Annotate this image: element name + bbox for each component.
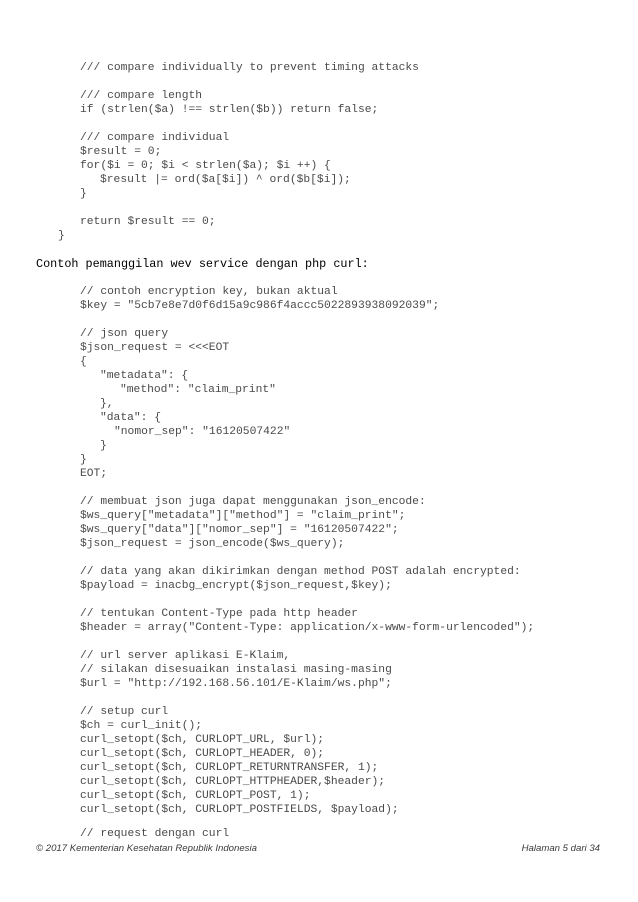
code-line: $json_request = json_encode($ws_query); [80, 538, 345, 550]
code-line: "method": "claim_print" [120, 384, 276, 396]
code-line: curl_setopt($ch, CURLOPT_URL, $url); [80, 734, 325, 746]
code-line: $ws_query["metadata"]["method"] = "claim_print"; [80, 510, 406, 522]
code-line: // json query [80, 328, 169, 340]
code-line: // setup curl [80, 706, 169, 718]
code-line: } [58, 230, 65, 242]
code-line: $header = array("Content-Type: application/x-www-form-urlencoded"); [80, 622, 535, 634]
code-line: for($i = 0; $i < strlen($a); $i ++) { [80, 160, 331, 172]
code-line: curl_setopt($ch, CURLOPT_POST, 1); [80, 790, 311, 802]
code-line: return $result == 0; [80, 216, 216, 228]
code-line: // silakan disesuaikan instalasi masing-masing [80, 664, 392, 676]
code-line: // data yang akan dikirimkan dengan method POST adalah encrypted: [80, 566, 521, 578]
code-line: curl_setopt($ch, CURLOPT_HEADER, 0); [80, 748, 325, 760]
code-line: $json_request = <<<EOT [80, 342, 230, 354]
code-line: // request dengan curl [80, 828, 230, 840]
footer-page-number: Halaman 5 dari 34 [521, 843, 600, 854]
code-line: $result |= ord($a[$i]) ^ ord($b[$i]); [100, 174, 351, 186]
code-line: } [100, 440, 107, 452]
code-line: /// compare individually to prevent timing attacks [80, 62, 419, 74]
code-line: if (strlen($a) !== strlen($b)) return false; [80, 104, 379, 116]
code-line: /// compare length [80, 90, 203, 102]
code-line: $payload = inacbg_encrypt($json_request,$key); [80, 580, 392, 592]
footer-copyright: © 2017 Kementerian Kesehatan Republik Indonesia [36, 843, 257, 854]
code-line: EOT; [80, 468, 108, 480]
code-line: $ws_query["data"]["nomor_sep"] = "16120507422"; [80, 524, 399, 536]
code-line: } [80, 454, 87, 466]
section-heading: Contoh pemanggilan wev service dengan php curl: [36, 257, 369, 271]
code-line: /// compare individual [80, 132, 230, 144]
code-line: // membuat json juga dapat menggunakan json_encode: [80, 496, 426, 508]
code-line: curl_setopt($ch, CURLOPT_POSTFIELDS, $payload); [80, 804, 399, 816]
code-line: curl_setopt($ch, CURLOPT_RETURNTRANSFER, 1); [80, 762, 379, 774]
code-line: // url server aplikasi E-Klaim, [80, 650, 291, 662]
code-line: { [80, 356, 87, 368]
code-line: "data": { [100, 412, 162, 424]
code-line: // tentukan Content-Type pada http header [80, 608, 358, 620]
code-line: $key = "5cb7e8e7d0f6d15a9c986f4accc5022893938092039"; [80, 300, 440, 312]
code-line: // contoh encryption key, bukan aktual [80, 286, 338, 298]
code-line: $ch = curl_init(); [80, 720, 203, 732]
code-line: "nomor_sep": "16120507422" [114, 426, 291, 438]
code-line: $url = "http://192.168.56.101/E-Klaim/ws.php"; [80, 678, 392, 690]
code-line: }, [100, 398, 114, 410]
code-line: curl_setopt($ch, CURLOPT_HTTPHEADER,$header); [80, 776, 386, 788]
code-line: $result = 0; [80, 146, 162, 158]
code-line: } [80, 188, 87, 200]
code-line: "metadata": { [100, 370, 189, 382]
